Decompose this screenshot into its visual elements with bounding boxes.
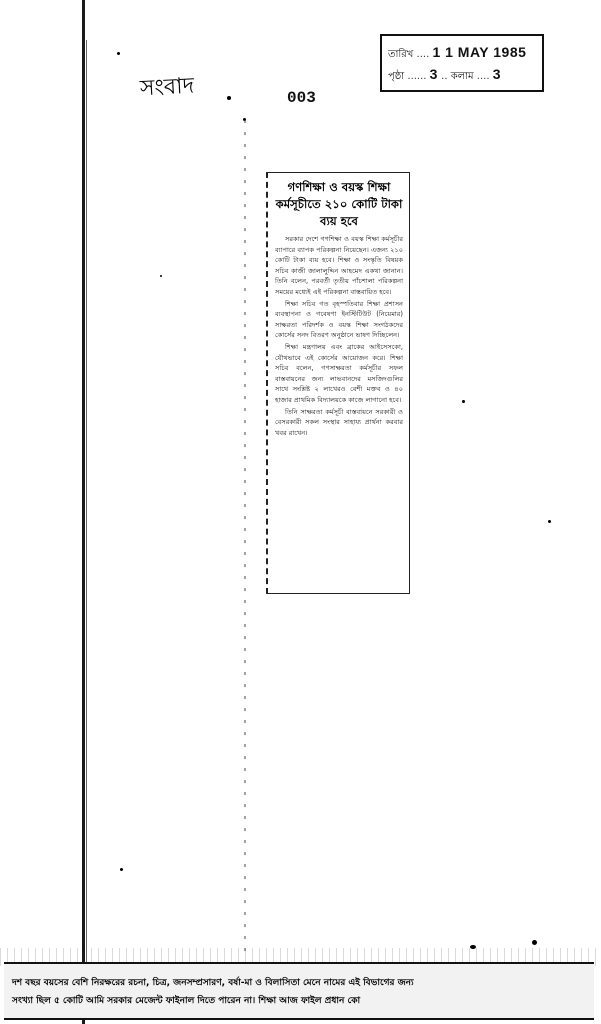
date-stamp [380, 34, 544, 92]
article-headline: গণশিক্ষা ও বয়স্ক শিক্ষা কর্মসূচীতে ২১০ কোটি টাকা ব্যয় হবে [275, 180, 403, 228]
fold-crease-line [244, 120, 246, 960]
speck [117, 52, 120, 55]
newspaper-clipping [266, 172, 410, 594]
stamp-date-row [388, 44, 526, 64]
article-body [275, 234, 403, 438]
page-margin-line-faint [86, 40, 87, 1000]
speck [120, 868, 123, 871]
stamp-page-label: পৃষ্ঠা [388, 71, 405, 82]
article-paragraph: তিনি সাক্ষরতা কর্মসূচী বাস্তবায়নে সরকারী ও বেসরকারী সকল সংস্থার সাহায্য প্রার্থনা করবার খবর রাখেন। [275, 407, 403, 437]
speck [462, 400, 465, 403]
article-paragraph: সরকার দেশে গণশিক্ষা ও বয়স্ক শিক্ষা কর্মসূচীর ব্যাপারে ব্যাপক পরিকল্পনা নিয়েছেন। এজন্য ২১০ কোটি টাকা ব্যয় হবে। শিক্ষা ও সংস্কৃতি বিষয়ক সচিব কাজী জালালুদ্দিন আহমেদ একথা জানান। তিনি বলেন, পরবর্তী তৃতীয় পাঁচশালা পরিকল্পনা সময়ের মধ্যেই এই পরিকল্পনা বাস্তবায়িত হবে। [275, 235, 403, 296]
footer-text-line: দশ বছর বয়সের বেশি নিরক্ষরের রচনা, চিত্র, জনসম্প্রসারণ, বর্ষা-মা ও বিলাসিতা মেনে নামের এই বিভাগের জন্য [12, 978, 414, 988]
source-newspaper-handwritten: সংবাদ [139, 73, 195, 102]
footer-clipping-strip [4, 962, 594, 1020]
speck [160, 275, 162, 277]
article-paragraph: শিক্ষা সচিব গত বৃহস্পতিবার শিক্ষা প্রশাসন ব্যবস্থাপনা ও গবেষণা ইনস্টিটিউট (নিয়েমার) সাক্ষরতা পরিদর্শক ও বয়স্ক শিক্ষা সংগঠকদের কোর্সের সনদ বিতরণ অনুষ্ঠানে ভাষণ দিচ্ছিলেন। [275, 299, 403, 340]
stamp-page-row [388, 66, 501, 86]
stamp-dots: ...... [407, 71, 427, 82]
stamp-date-label: তারিখ [388, 49, 414, 60]
page-margin-line [82, 0, 85, 1024]
stamp-column-value: 3 [492, 66, 501, 82]
speck [532, 940, 537, 945]
footer-text-line: সংখ্যা ছিল ৫ কোটি আমি সরকার মেজেন্ট ফাইনাল দিতে পারেন না। শিক্ষা আজ ফাইল প্রধান কো [12, 996, 361, 1006]
stamp-dots: .. [441, 71, 451, 82]
stamp-date-value: 1 1 MAY 1985 [432, 44, 527, 60]
stamp-dots: .... [476, 71, 493, 82]
speck [548, 520, 551, 523]
stamp-page-value: 3 [429, 66, 438, 82]
stamp-dots: .... [416, 49, 430, 60]
speck [227, 96, 231, 100]
article-paragraph: শিক্ষা মন্ত্রণালয় এবং ব্রাকের আইসেসকো, যৌথভাবে এই কোর্সের আয়োজন করে। শিক্ষা সচিব বলেন, গণসাক্ষরতা কর্মসূচীর সফল বাস্তবায়নের জন্য লাভবানদের মসজিদগুলির সাথে সংশ্লিষ্ট ২ লাখেরও বেশী মক্তব ও ৪০ হাজার প্রাথমিক বিদ্যালয়কে কাজে লাগানো হবে। [275, 342, 403, 404]
page-number: 003 [287, 89, 316, 107]
stamp-column-label: কলাম [450, 71, 474, 82]
